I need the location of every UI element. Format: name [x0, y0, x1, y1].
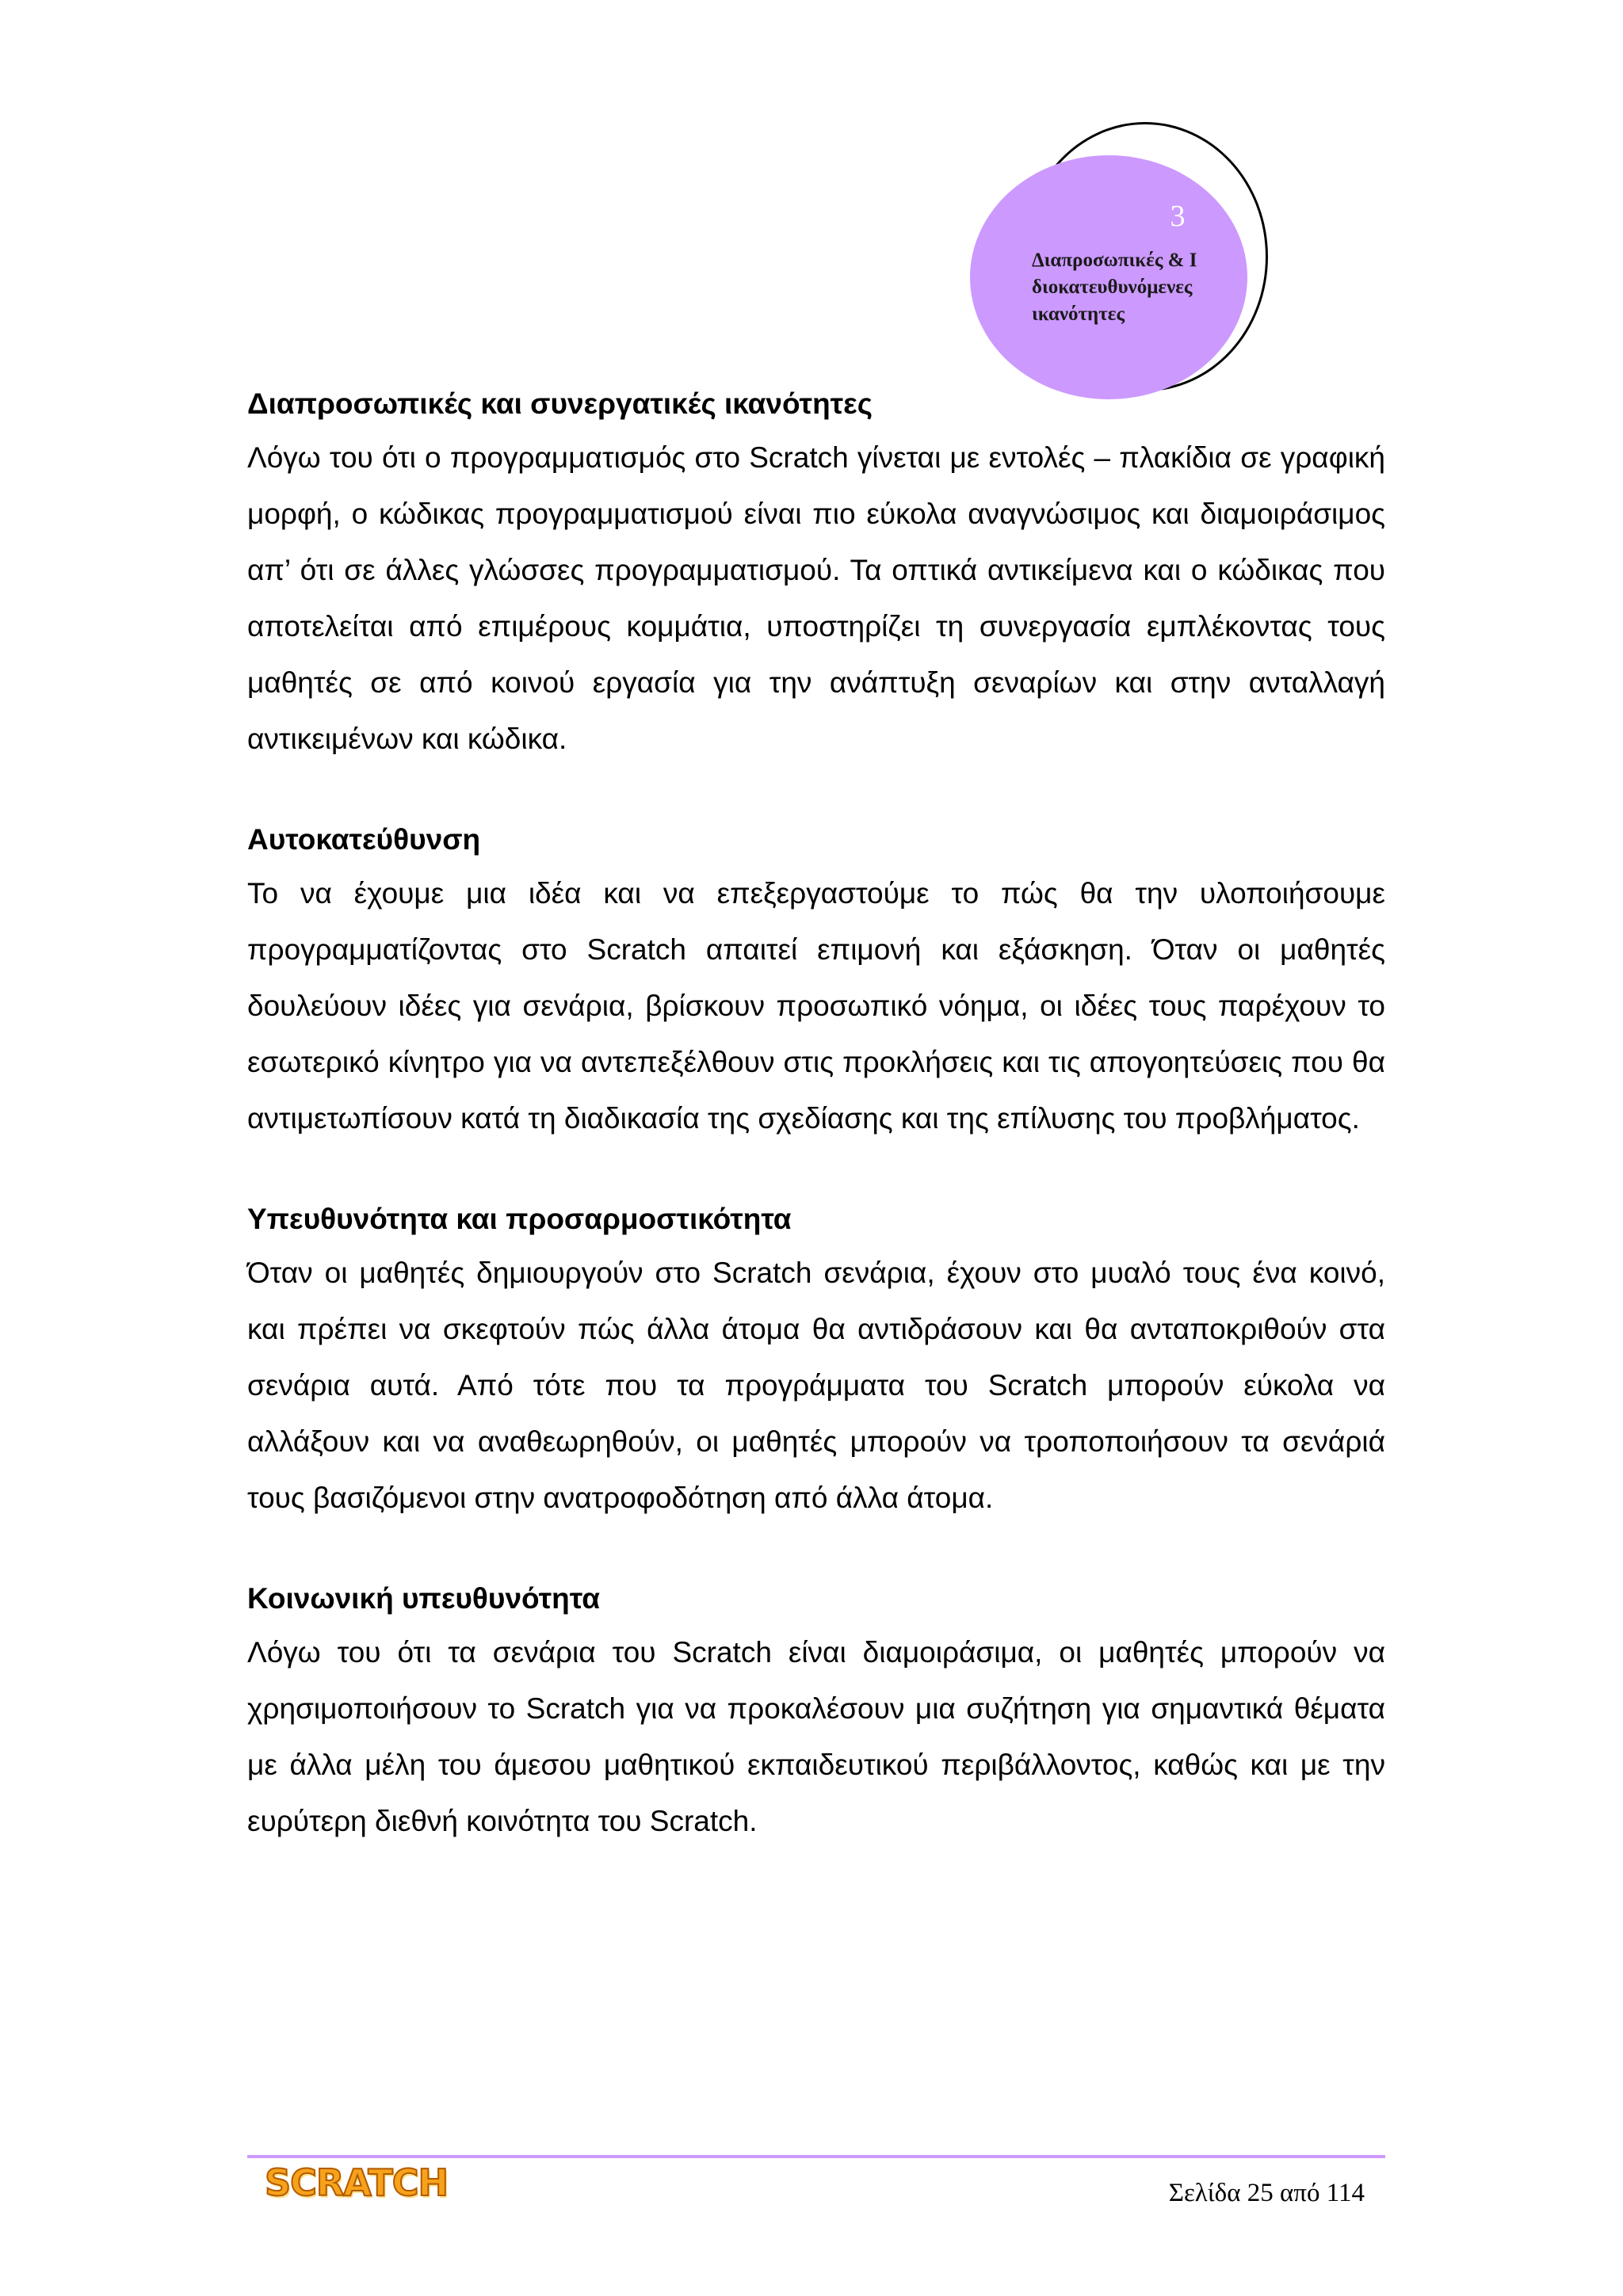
page-number: Σελίδα 25 από 114 — [1168, 2179, 1365, 2207]
section-heading: Αυτοκατεύθυνση — [247, 823, 481, 856]
chapter-number: 3 — [1170, 200, 1186, 233]
section-self-direction — [247, 814, 1385, 1146]
section-paragraph: Όταν οι μαθητές δημιουργούν στο Scratch σενάρια, έχουν στο μυαλό τους ένα κοινό, και πρέπει να σκεφτούν πώς άλλα άτομα θα αντιδράσουν και θα ανταποκριθούν στα σενάρια αυτά. Από τότε που τα προγράμματα του Scratch μπορούν εύκολα να αλλάξουν και να αναθεωρηθούν, οι μαθητές μπορούν να τροποποιήσουν τα σενάριά τους βασιζόμενοι στην ανατροφοδότηση από άλλα άτομα. — [247, 1257, 1385, 1514]
section-paragraph: Το να έχουμε μια ιδέα και να επεξεργαστούμε το πώς θα την υλοποιήσουμε προγραμματίζοντας στο Scratch απαιτεί επιμονή και εξάσκηση. Όταν οι μαθητές δουλεύουν ιδέες για σενάρια, βρίσκουν προσωπικό νόημα, οι ιδέες τους παρέχουν το εσωτερικό κίνητρο για να αντεπεξέλθουν στις προκλήσεις και τις απογοητεύσεις που θα αντιμετωπίσουν κατά τη διαδικασία της σχεδίασης και της επίλυσης του προβλήματος. — [247, 877, 1385, 1135]
section-paragraph: Λόγω του ότι ο προγραμματισμός στο Scratch γίνεται με εντολές – πλακίδια σε γραφική μορφή, ο κώδικας προγραμματισμού είναι πιο εύκολα αναγνώσιμος και διαμοιράσιμος απ’ ότι σε άλλες γλώσσες προγραμματισμού. Τα οπτικά αντικείμενα και ο κώδικας που αποτελείται από επιμέρους κομμάτια, υποστηρίζει τη συνεργασία εμπλέκοντας τους μαθητές σε από κοινού εργασία για την ανάπτυξη σεναρίων και στην ανταλλαγή αντικειμένων και κώδικα. — [247, 441, 1385, 755]
section-heading: Διαπροσωπικές και συνεργατικές ικανότητες — [247, 387, 873, 420]
chapter-title: Διαπροσωπικές & Ιδιοκατευθυνόμενες ικανότητες — [1032, 250, 1197, 325]
section-interpersonal — [247, 379, 1385, 767]
section-responsibility — [247, 1194, 1385, 1526]
section-heading: Κοινωνική υπευθυνότητα — [247, 1582, 600, 1615]
scratch-logo: SCRATCH — [265, 2161, 448, 2204]
footer-divider — [247, 2155, 1385, 2158]
section-paragraph: Λόγω του ότι τα σενάρια του Scratch είναι διαμοιράσιμα, οι μαθητές μπορούν να χρησιμοποιήσουν το Scratch για να προκαλέσουν μια συζήτηση για σημαντικά θέματα με άλλα μέλη του άμεσου μαθητικού εκπαιδευτικού περιβάλλοντος, καθώς και με την ευρύτερη διεθνή κοινότητα του Scratch. — [247, 1636, 1385, 1837]
section-heading: Υπευθυνότητα και προσαρμοστικότητα — [247, 1203, 792, 1235]
page-content — [247, 379, 1385, 1897]
section-social-responsibility — [247, 1573, 1385, 1849]
